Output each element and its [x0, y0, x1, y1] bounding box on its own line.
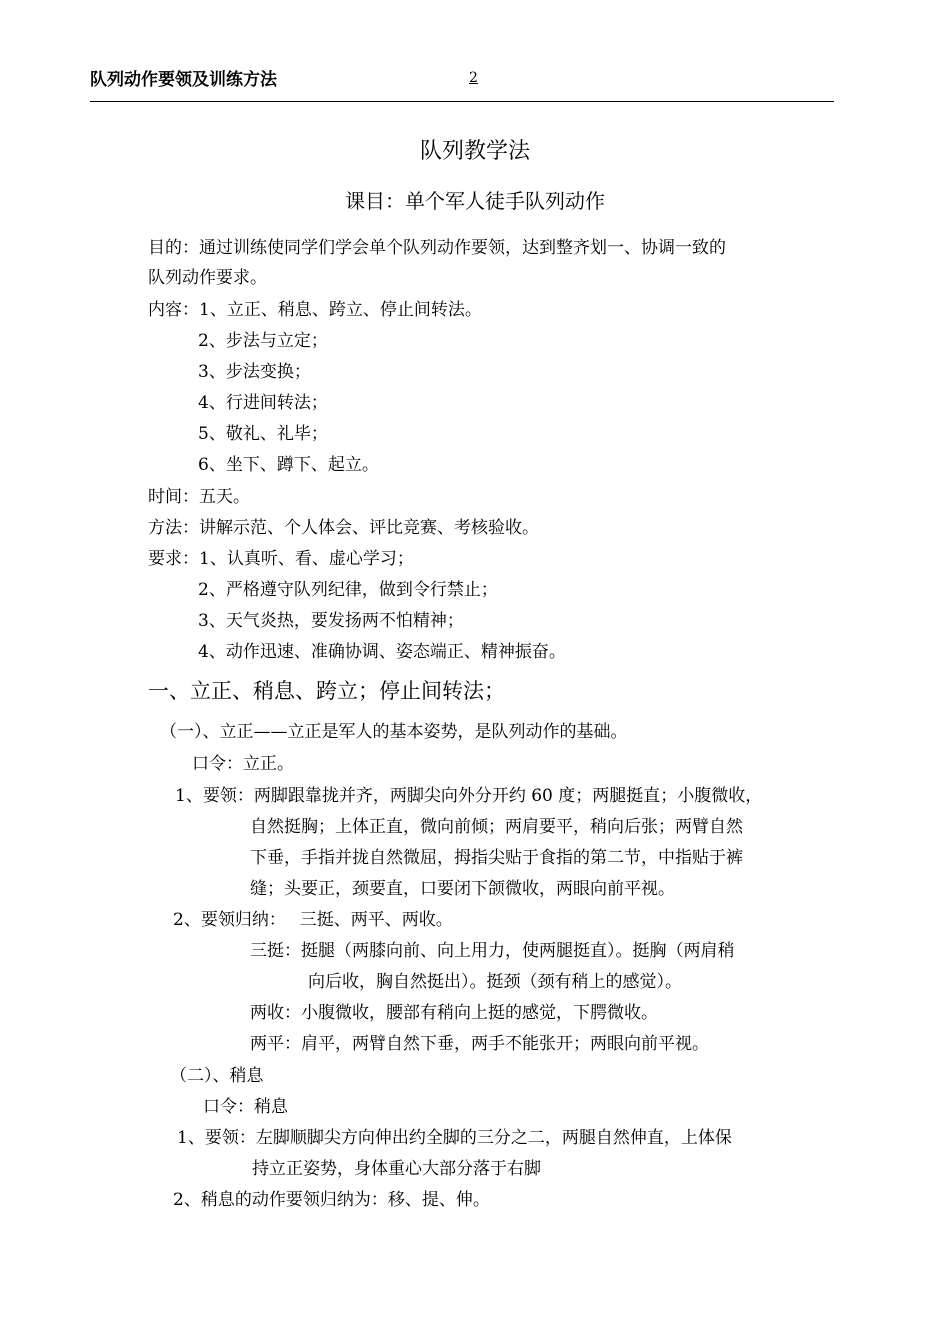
content-item: 5、敬礼、礼毕； [198, 424, 328, 444]
stand-essentials-line: 1、要领：两脚跟靠拢并齐，两脚尖向外分开约 60 度；两腿挺直；小腹微收， [175, 786, 763, 806]
time-line: 时间：五天。 [148, 487, 250, 507]
purpose-line-2: 队列动作要求。 [148, 268, 267, 288]
requirement-item: 4、动作迅速、准确协调、姿态端正、精神振奋。 [198, 642, 566, 662]
stand-command: 口令：立正。 [192, 754, 294, 774]
at-ease-command: 口令：稍息 [203, 1097, 288, 1117]
three-straight-line-2: 向后收，胸自然挺出）。挺颈（颈有稍上的感觉）。 [308, 972, 682, 992]
at-ease-essentials-line: 1、要领：左脚顺脚尖方向伸出约全脚的三分之二，两腿自然伸直，上体保 [177, 1128, 732, 1148]
stand-heading: （一）、立正——立正是军人的基本姿势，是队列动作的基础。 [160, 722, 628, 742]
at-ease-essentials-line: 持立正姿势，身体重心大部分落于右脚 [252, 1159, 541, 1179]
two-retract-line: 两收：小腹微收，腰部有稍向上挺的感觉，下腭微收。 [250, 1003, 658, 1023]
requirement-item: 3、天气炎热，要发扬两不怕精神； [198, 611, 464, 631]
content-item: 6、坐下、蹲下、起立。 [198, 455, 379, 475]
requirement-item: 2、严格遵守队列纪律，做到令行禁止； [198, 580, 498, 600]
section-heading: 一、立正、稍息、跨立；停止间转法； [148, 679, 505, 703]
stand-essentials-line: 下垂，手指并拢自然微屈，拇指尖贴于食指的第二节，中指贴于裤 [250, 848, 743, 868]
content-item: 4、行进间转法； [198, 393, 328, 413]
stand-summary: 2、要领归纳： 三挺、两平、两收。 [173, 910, 453, 930]
two-level-line: 两平：肩平，两臂自然下垂，两手不能张开；两眼向前平视。 [250, 1034, 709, 1054]
purpose-line-1: 目的：通过训练使同学们学会单个队列动作要领，达到整齐划一、协调一致的 [148, 238, 726, 258]
three-straight-line-1: 三挺：挺腿（两膝向前、向上用力，使两腿挺直）。挺胸（两肩稍 [250, 941, 735, 961]
content-item: 2、步法与立定； [198, 331, 328, 351]
at-ease-heading: （二）、稍息 [170, 1066, 264, 1086]
header-divider [90, 101, 834, 102]
course-subtitle: 课目：单个军人徒手队列动作 [345, 189, 605, 213]
page-number: 2 [469, 70, 478, 86]
document-title: 队列教学法 [419, 139, 530, 164]
method-line: 方法：讲解示范、个人体会、评比竞赛、考核验收。 [148, 518, 539, 538]
at-ease-summary: 2、稍息的动作要领归纳为：移、提、伸。 [173, 1190, 490, 1210]
stand-essentials-line: 缝；头要正，颈要直，口要闭下颌微收，两眼向前平视。 [250, 879, 675, 899]
stand-essentials-line: 自然挺胸；上体正直，微向前倾；两肩要平，稍向后张；两臂自然 [250, 817, 743, 837]
requirement-item: 要求：1、认真听、看、虚心学习； [148, 549, 414, 569]
content-item: 3、步法变换； [198, 362, 311, 382]
content-item: 内容：1、立正、稍息、跨立、停止间转法。 [148, 300, 482, 320]
header-title: 队列动作要领及训练方法 [90, 70, 277, 90]
